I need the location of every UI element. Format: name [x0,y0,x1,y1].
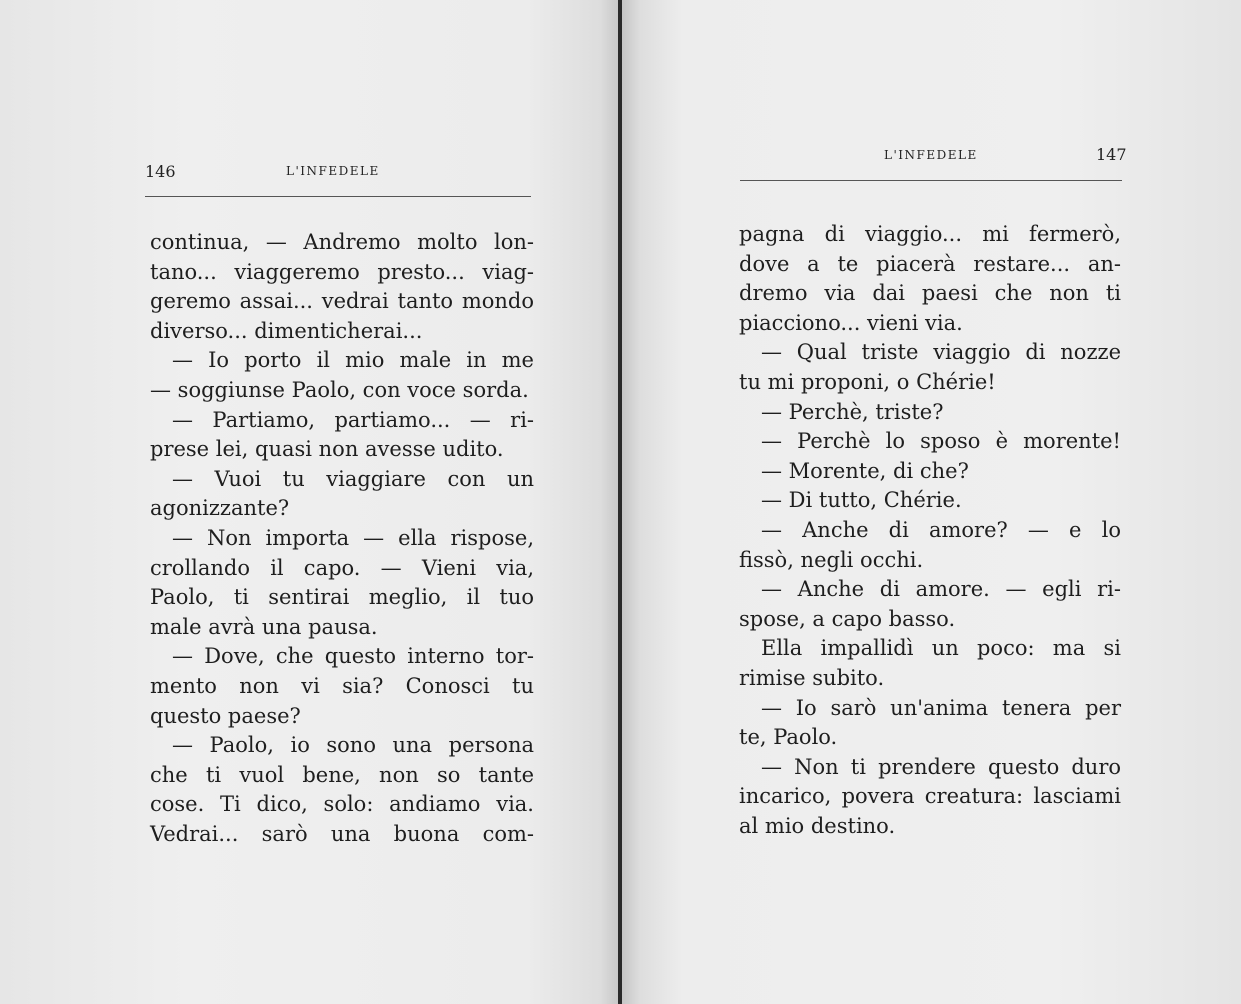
text-line: cose. Ti dico, solo: andiamo via. [150,792,534,817]
text-line: rimise subito. [739,665,885,690]
left-page-number: 146 [145,162,176,181]
text-line: diverso... dimenticherai... [150,318,423,343]
text-line: — Io sarò un'anima tenera per [761,695,1121,720]
left-page [0,0,620,1004]
text-line: piacciono... vieni via. [739,310,963,335]
text-line: male avrà una pausa. [150,614,378,639]
text-line: mento non vi sia? Conosci tu [150,673,534,698]
text-line: dove a te piacerà restare... an- [739,251,1121,276]
text-line: — Perchè lo sposo è morente! [761,429,1121,454]
left-header-rule [145,196,531,197]
text-line: geremo assai... vedrai tanto mondo [150,289,534,314]
text-line: — Non ti prendere questo duro [761,754,1121,779]
text-line: che ti vuol bene, non so tante [150,762,534,787]
text-line: prese lei, quasi non avesse udito. [150,437,504,462]
text-line: Paolo, ti sentirai meglio, il tuo [150,585,534,610]
text-line: fissò, negli occhi. [739,547,924,572]
text-line: — soggiunse Paolo, con voce sorda. [150,377,529,402]
text-line: — Anche di amore. — egli ri- [761,577,1121,602]
text-line: — Morente, di che? [761,458,969,483]
text-line: dremo via dai paesi che non ti [739,281,1121,306]
right-header-rule [740,180,1122,181]
text-line: — Perchè, triste? [761,399,944,424]
text-line: — Di tutto, Chérie. [761,488,962,513]
text-line: al mio destino. [739,813,896,838]
text-line: agonizzante? [150,496,290,521]
left-page-text [150,228,534,849]
text-line: questo paese? [150,703,301,728]
left-running-title: L'INFEDELE [286,164,380,178]
text-line: tu mi proponi, o Chérie! [739,369,996,394]
text-line: spose, a capo basso. [739,606,956,631]
right-running-title: L'INFEDELE [884,148,978,162]
text-line: pagna di viaggio... mi fermerò, [739,222,1121,246]
text-line: — Vuoi tu viaggiare con un [172,466,534,491]
text-line: — Non importa — ella rispose, [172,525,534,550]
text-line: — Partiamo, partiamo... — ri- [172,407,534,432]
text-line: — Qual triste viaggio di nozze [761,340,1121,365]
text-line: incarico, povera creatura: lasciami [739,784,1121,809]
text-line: — Dove, che questo interno tor- [172,644,534,669]
right-page-number: 147 [1096,145,1127,164]
text-line: — Io porto il mio male in me [172,348,534,373]
right-page [620,0,1241,1004]
text-line: Ella impallidì un poco: ma si [761,636,1121,661]
book-gutter [618,0,622,1004]
text-line: tano... viaggeremo presto... viag- [150,259,534,284]
text-line: — Paolo, io sono una persona [172,733,534,758]
right-page-text [739,220,1121,841]
text-line: crollando il capo. — Vieni via, [150,555,534,580]
text-line: continua, — Andremo molto lon- [150,230,534,254]
text-line: Vedrai... sarò una buona com- [150,821,534,846]
text-line: te, Paolo. [739,725,838,750]
text-line: — Anche di amore? — e lo [761,517,1121,542]
